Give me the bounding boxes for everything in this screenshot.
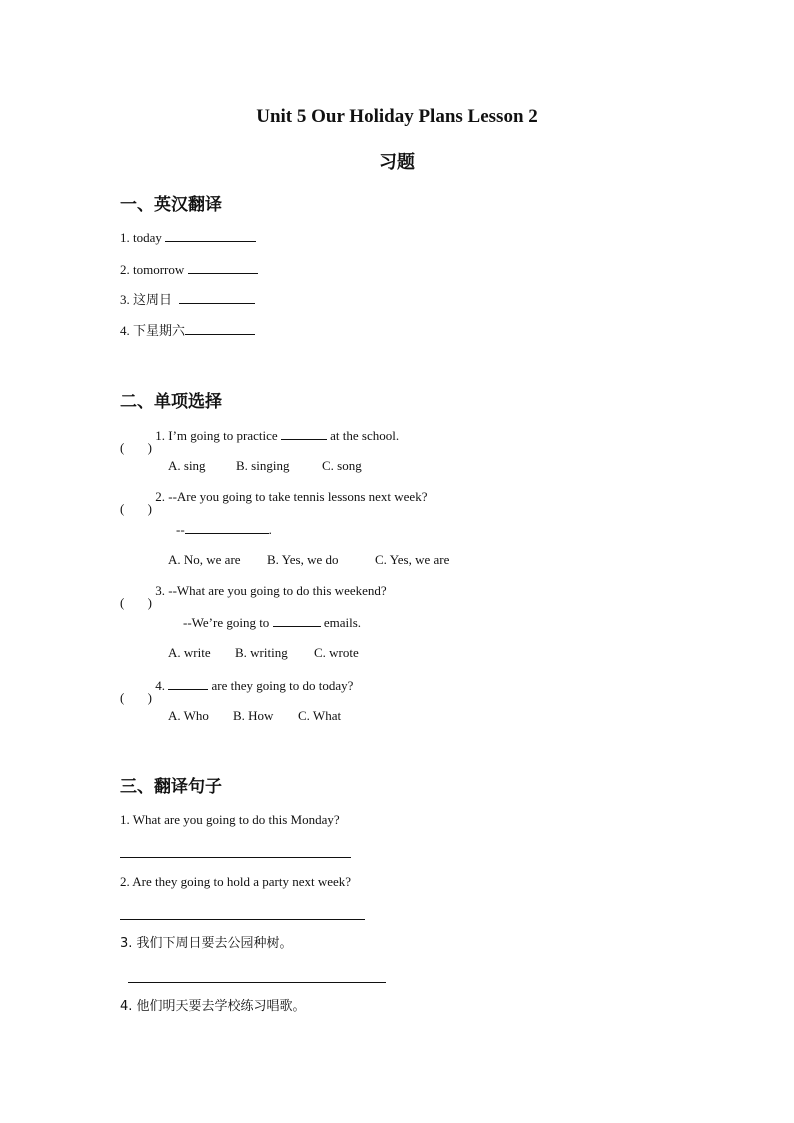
choice-reply-3: --We’re going to emails. [183, 615, 361, 630]
section3-heading: 三、翻译句子 [120, 777, 222, 797]
answer-blank[interactable] [168, 677, 208, 690]
translate-item-3: 3. 这周日 [120, 291, 255, 309]
choice-options-4: A. Who B. How C. What [168, 708, 342, 723]
translate-item-4: 4. 下星期六 [120, 322, 255, 340]
answer-line[interactable] [120, 919, 365, 920]
answer-blank[interactable] [188, 261, 258, 274]
translate-item-1: 1. today [120, 229, 256, 246]
answer-line[interactable] [120, 857, 351, 858]
answer-blank[interactable] [185, 521, 269, 534]
choice-question-1: ( ) 1. I’m going to practice at the school. [120, 428, 400, 455]
answer-blank[interactable] [273, 614, 321, 627]
choice-options-2: A. No, we are B. Yes, we do C. Yes, we are [168, 552, 450, 567]
answer-blank[interactable] [179, 291, 255, 304]
answer-blank[interactable] [185, 322, 255, 335]
choice-question-2: ( ) 2. --Are you going to take tennis lessons next week? [120, 489, 428, 516]
sentence-item-1: 1. What are you going to do this Monday? [120, 812, 340, 827]
section1-heading: 一、英汉翻译 [120, 195, 222, 215]
page-subtitle: 习题 [379, 152, 415, 173]
answer-blank[interactable] [281, 427, 327, 440]
choice-options-1: A. sing B. singing C. song [168, 458, 362, 473]
sentence-item-2: 2. Are they going to hold a party next week? [120, 874, 352, 889]
choice-options-3: A. write B. writing C. wrote [168, 645, 359, 660]
choice-reply-2: -- . [176, 522, 272, 537]
sentence-item-3: 3. 我们下周日要去公园种树。 [120, 936, 293, 951]
answer-blank[interactable] [165, 229, 256, 242]
choice-question-3: ( ) 3. --What are you going to do this weekend? [120, 583, 387, 610]
section2-heading: 二、单项选择 [120, 392, 222, 412]
answer-line[interactable] [128, 982, 386, 983]
choice-question-4: ( ) 4. are they going to do today? [120, 678, 354, 705]
translate-item-2: 2. tomorrow [120, 261, 258, 278]
page-title: Unit 5 Our Holiday Plans Lesson 2 [256, 106, 538, 127]
sentence-item-4: 4. 他们明天要去学校练习唱歌。 [120, 999, 306, 1014]
